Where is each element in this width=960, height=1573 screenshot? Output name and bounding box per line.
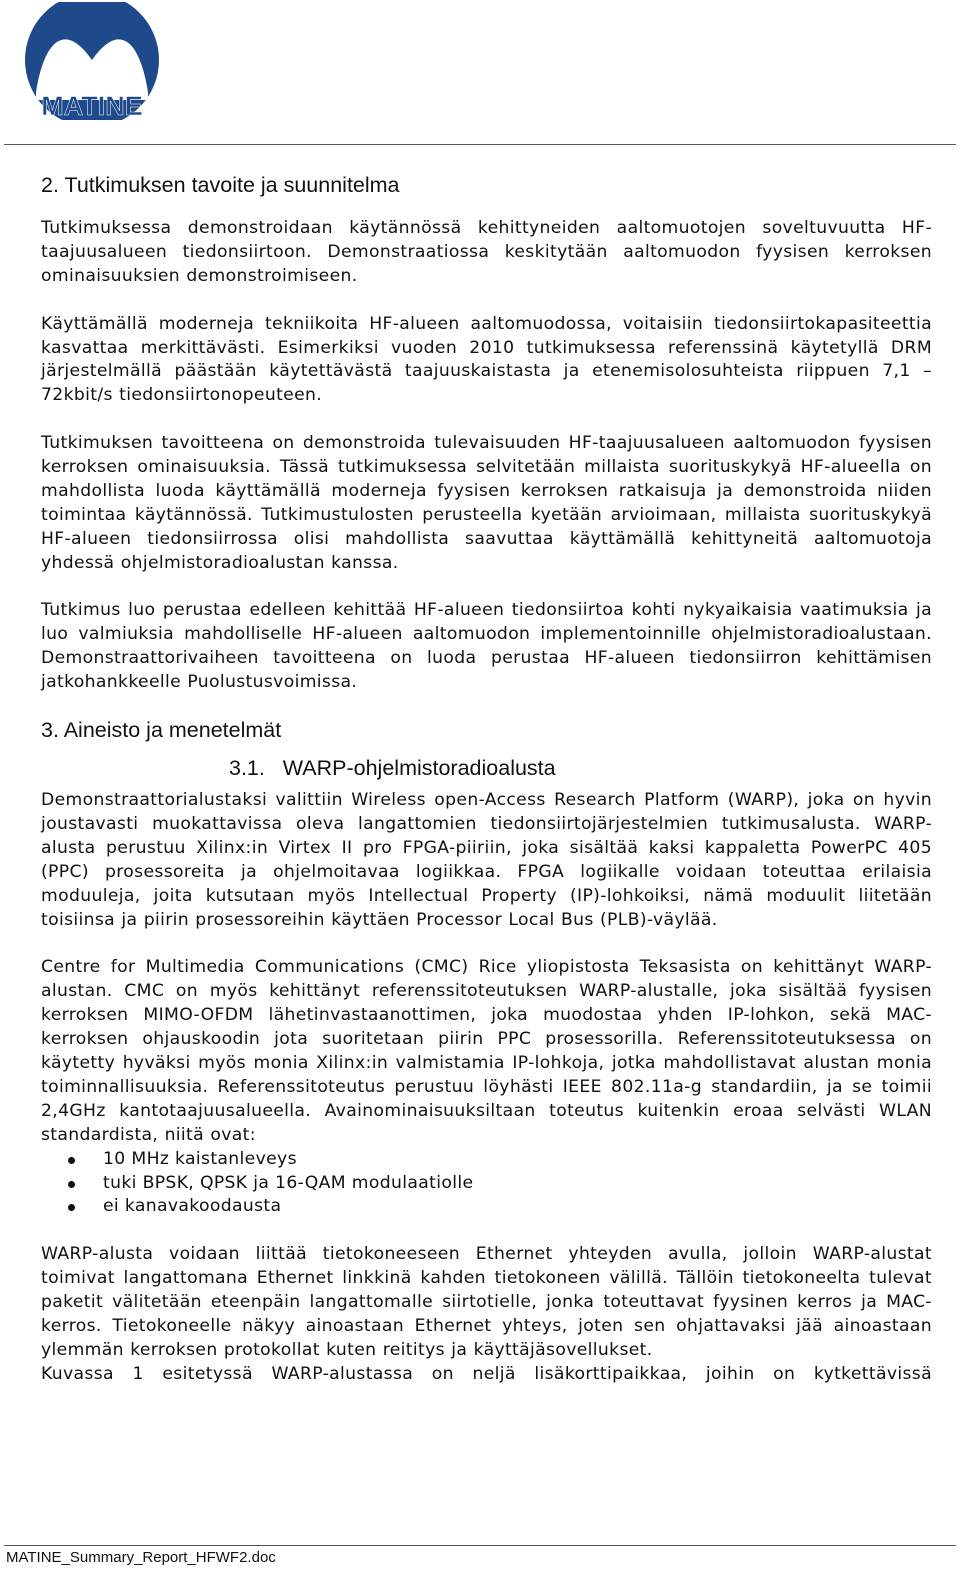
paragraph: Kuvassa 1 esitetyssä WARP-alustassa on neljä lisäkorttipaikkaa, joihin on kytkettävissä bbox=[41, 1363, 932, 1384]
section-3-heading: 3. Aineisto ja menetelmät bbox=[41, 718, 282, 743]
matine-logo bbox=[22, 2, 162, 120]
footer-divider bbox=[4, 1545, 956, 1546]
logo-text: MATINE bbox=[41, 91, 143, 120]
feature-list bbox=[41, 1148, 932, 1220]
subsection-3-1-heading: 3.1. WARP-ohjelmistoradioalusta bbox=[229, 756, 556, 781]
list-item: 10 MHz kaistanleveys bbox=[41, 1148, 932, 1172]
footer-filename: MATINE_Summary_Report_HFWF2.doc bbox=[6, 1549, 276, 1566]
paragraph: Demonstraattorialustaksi valittiin Wireless open-Access Research Platform (WARP), joka on hyvin joustavasti muokattavissa oleva langattomien tiedonsiirtojärjestelmien tutkimusalusta. WARP-alusta perustuu Xilinx:in Virtex II pro FPGA-piiriin, joka sisältää kaksi kappaletta PowerPC 405 (PPC) prosessoreita ja ohjelmoitavaa logiikkaa. FPGA logiikalle voidaan toteuttaa erilaisia moduuleja, joita kutsutaan myös Intellectual Property (IP)-lohkoiksi, nämä moduulit liitetään toisiinsa ja piirin prosessoreihin käyttäen Processor Local Bus (PLB)-väylää. bbox=[41, 790, 932, 930]
document-body bbox=[41, 170, 932, 1387]
list-item: tuki BPSK, QPSK ja 16-QAM modulaatiolle bbox=[41, 1172, 932, 1196]
paragraph: Tutkimuksessa demonstroidaan käytännössä kehittyneiden aaltomuotojen soveltuvuutta HF-taajuusalueen tiedonsiirtoon. Demonstraatiossa keskitytään aaltomuodon fyysisen kerroksen ominaisuuksien demonstroimiseen. bbox=[41, 218, 932, 286]
paragraph: Käyttämällä moderneja tekniikoita HF-alueen aaltomuodossa, voitaisiin tiedonsiirtokapasiteettia kasvattaa merkittävästi. Esimerkiksi vuoden 2010 tutkimuksessa referenssinä käytetyllä DRM järjestelmällä päästään käytettävästä taajuuskaistasta ja etenemisolosuhteista riippuen 7,1 – 72kbit/s tiedonsiirtonopeuteen. bbox=[41, 313, 932, 406]
section-2-heading: 2. Tutkimuksen tavoite ja suunnitelma bbox=[41, 173, 400, 197]
header-divider bbox=[4, 144, 956, 145]
list-item: ei kanavakoodausta bbox=[41, 1195, 932, 1219]
paragraph: Centre for Multimedia Communications (CMC) Rice yliopistosta Teksasista on kehittänyt WARP-alustan. CMC on myös kehittänyt referenssitoteutuksen WARP-alustalle, joka sisältää fyysisen kerroksen MIMO-OFDM lähetinvastaanottimen, joka muodostaa yhden IP-lohkon, sekä MAC-kerroksen ohjauskoodin jota suoritetaan piirin PPC prosessorilla. Referenssitoteutuksessa on käytetty hyväksi myös monia Xilinx:in valmistamia IP-lohkoja, jotka mahdollistavat alustan monia toiminnallisuuksia. Referenssitoteutus perustuu löyhästi IEEE 802.11a-g standardiin, ja se toimii 2,4GHz kantotaajuusalueella. Avainominaisuuksiltaan toteutus kuitenkin eroaa selvästi WLAN standardista, niitä ovat: bbox=[41, 957, 932, 1145]
paragraph: WARP-alusta voidaan liittää tietokoneeseen Ethernet yhteyden avulla, jolloin WARP-alustat toimivat langattomana Ethernet linkkinä kahden tietokoneen välillä. Tällöin tietokoneelta tulevat paketit välitetään eteenpäin langattomalle siirtotielle, jonka toteuttavat fyysinen kerros ja MAC-kerros. Tietokoneelle näkyy ainoastaan Ethernet yhteys, joten sen ohjattavaksi jää ainoastaan ylemmän kerroksen protokollat kuten reititys ja käyttäjäsovellukset. bbox=[41, 1244, 932, 1360]
paragraph: Tutkimus luo perustaa edelleen kehittää HF-alueen tiedonsiirtoa kohti nykyaikaisia vaatimuksia ja luo valmiuksia mahdolliselle HF-alueen aaltomuodon implementoinnille ohjelmistoradioalustaan. Demonstraattorivaiheen tavoitteena on luoda perustaa HF-alueen tiedonsiirron kehittämisen jatkohankkeelle Puolustusvoimissa. bbox=[41, 600, 932, 693]
paragraph: Tutkimuksen tavoitteena on demonstroida tulevaisuuden HF-taajuusalueen aaltomuodon fyysisen kerroksen ominaisuuksia. Tässä tutkimuksessa selvitetään millaista suorituskykyä HF-alueella on mahdollista luoda käyttämällä moderneja fyysisen kerroksen ratkaisuja ja demonstroida niiden toimintaa käytännössä. Tutkimustulosten perusteella kyetään arvioimaan, millaista suorituskykyä HF-alueen tiedonsiirrossa olisi mahdollista saavuttaa käyttämällä kehittyneitä aaltomuotoja yhdessä ohjelmistoradioalustan kanssa. bbox=[41, 433, 932, 573]
